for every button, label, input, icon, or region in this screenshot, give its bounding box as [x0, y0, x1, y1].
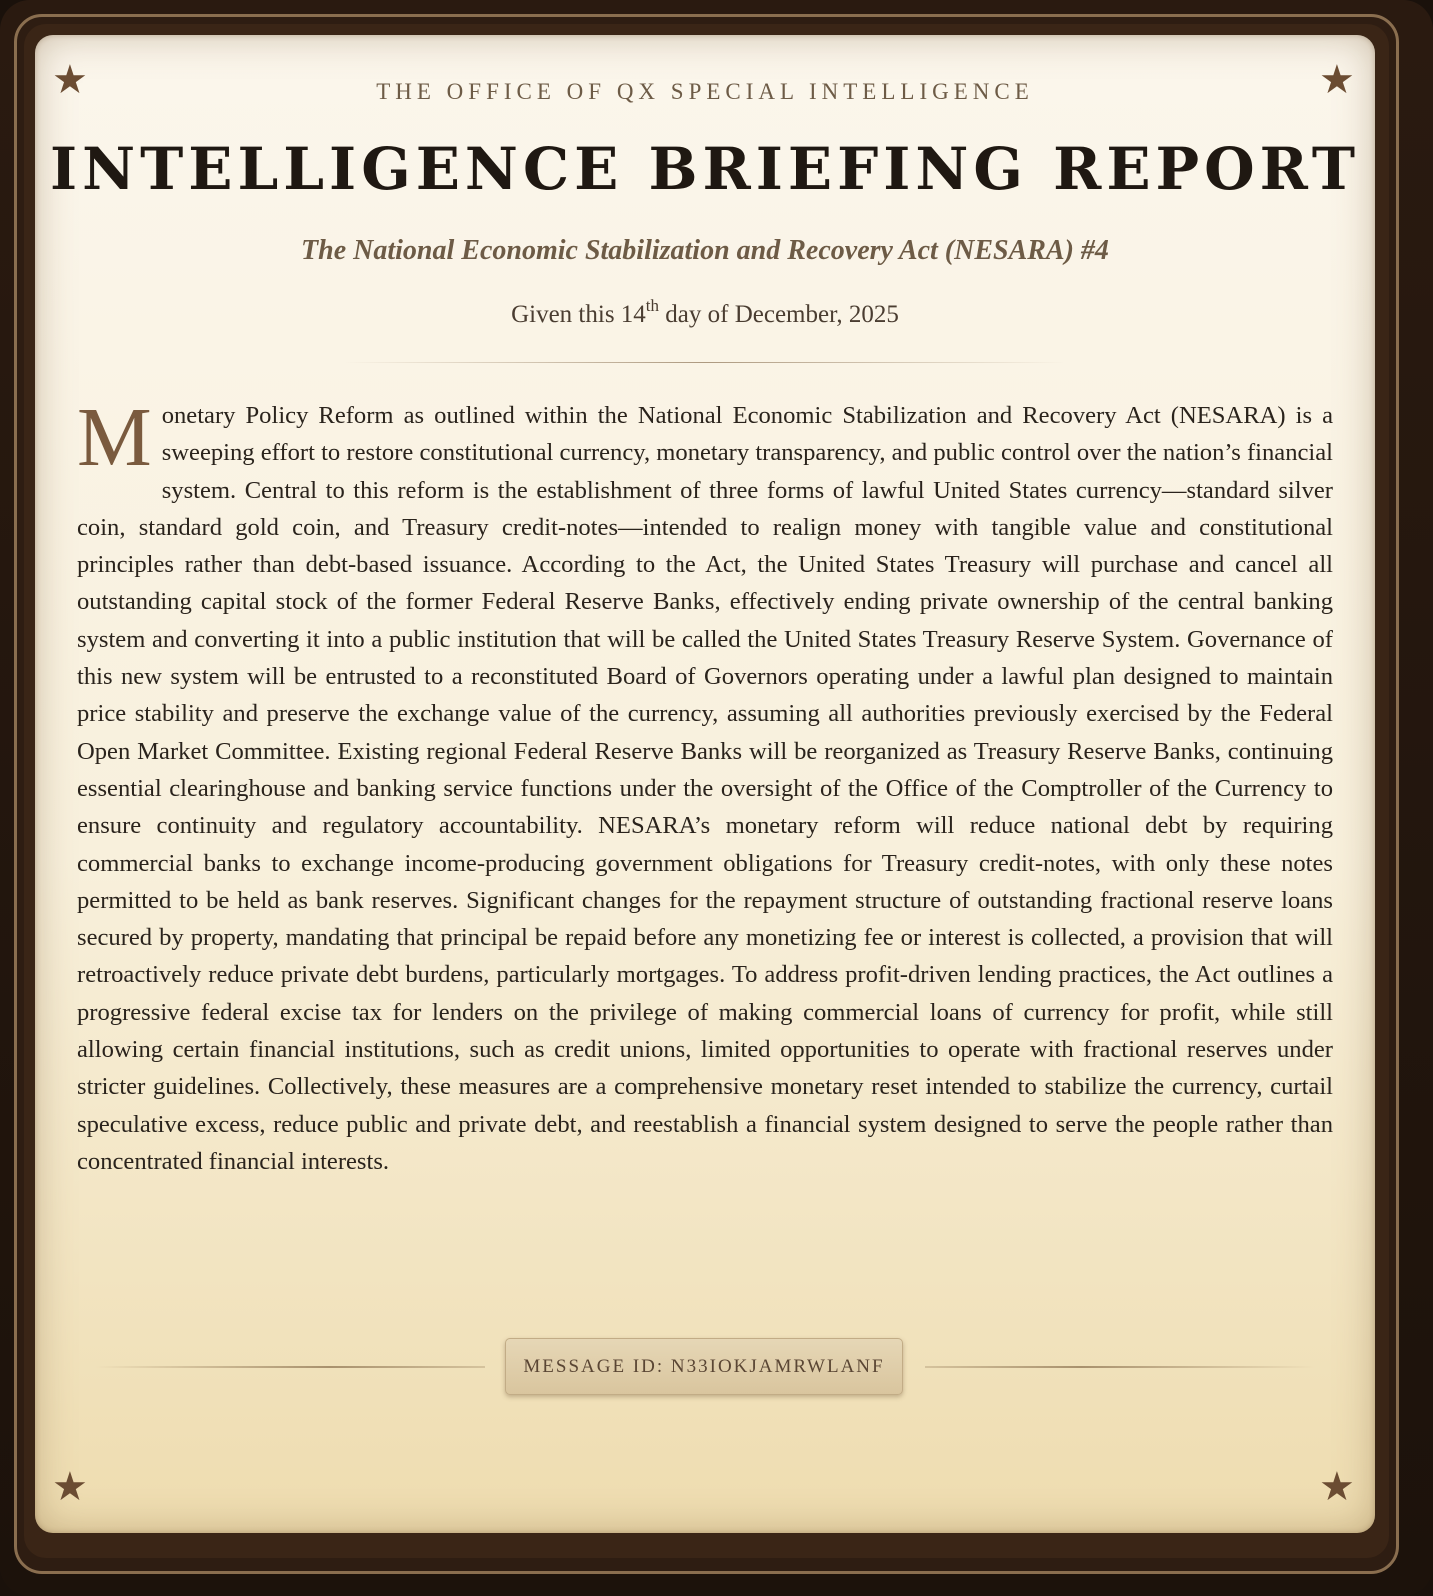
date-rest: day of December, 2025 — [659, 301, 899, 328]
star-icon: ★ — [52, 57, 88, 103]
footer-divider-left — [95, 1366, 485, 1368]
report-subtitle: The National Economic Stabilization and Recovery Act (NESARA) #4 — [301, 235, 1109, 266]
header-divider — [345, 362, 1065, 363]
star-icon: ★ — [52, 1464, 88, 1510]
office-name: THE OFFICE OF QX SPECIAL INTELLIGENCE — [376, 79, 1034, 104]
report-body — [77, 391, 1333, 1180]
drop-cap: M — [77, 391, 152, 484]
footer-divider-right — [925, 1366, 1315, 1368]
date-line — [35, 296, 1375, 329]
message-id-badge: MESSAGE ID: N33IOKJAMRWLANF — [505, 1338, 903, 1395]
date-ordinal: th — [645, 296, 660, 315]
paper-sheet — [35, 35, 1375, 1533]
page-title: INTELLIGENCE BRIEFING REPORT — [49, 135, 1361, 203]
star-icon: ★ — [1319, 1464, 1355, 1510]
report-body-text: onetary Policy Reform as outlined within the National Economic Stabilization and Recovery Act (NESARA) is a sweeping effort to restore constitutional currency, monetary transparency, and public control over the nation’s financial system. Central to this reform is the establishment of three forms of lawful United States currency—standard silver coin, standard gold coin, and Treasury credit-notes—intended to realign money with tangible value and constitutional principles rather than debt-based issuance. According to the Act, the United States Treasury will purchase and cancel all outstanding capital stock of the former Federal Reserve Banks, effectively ending private ownership of the central banking system and converting it into a public institution that will be called the United States Treasury Reserve System. Governance of this new system will be entrusted to a reconstituted Board of Governors operating under a lawful plan designed to maintain price stability and preserve the exchange value of the currency, assuming all authorities previously exercised by the Federal Open Market Committee. Existing regional Federal Reserve Banks will be reorganized as Treasury Reserve Banks, continuing essential clearinghouse and banking service functions under the oversight of the Office of the Comptroller of the Currency to ensure continuity and regulatory accountability. NESARA’s monetary reform will reduce national debt by requiring commercial banks to exchange income-producing government obligations for Treasury credit-notes, with only these notes permitted to be held as bank reserves. Significant changes for the repayment structure of outstanding fractional reserve loans secured by property, mandating that principal be repaid before any monetizing fee or interest is collected, a provision that will retroactively reduce private debt burdens, particularly mortgages. To address profit-driven lending practices, the Act outlines a progressive federal excise tax for lenders on the privilege of making commercial loans of currency for profit, while still allowing certain financial institutions, such as credit unions, limited opportunities to operate with fractional reserves under stricter guidelines. Collectively, these measures are a comprehensive monetary reset intended to stabilize the currency, curtail speculative excess, reduce public and private debt, and reestablish a financial system designed to serve the people rather than concentrated financial interests. — [77, 402, 1333, 1175]
date-prefix: Given this 14 — [511, 301, 646, 328]
star-icon: ★ — [1319, 57, 1355, 103]
